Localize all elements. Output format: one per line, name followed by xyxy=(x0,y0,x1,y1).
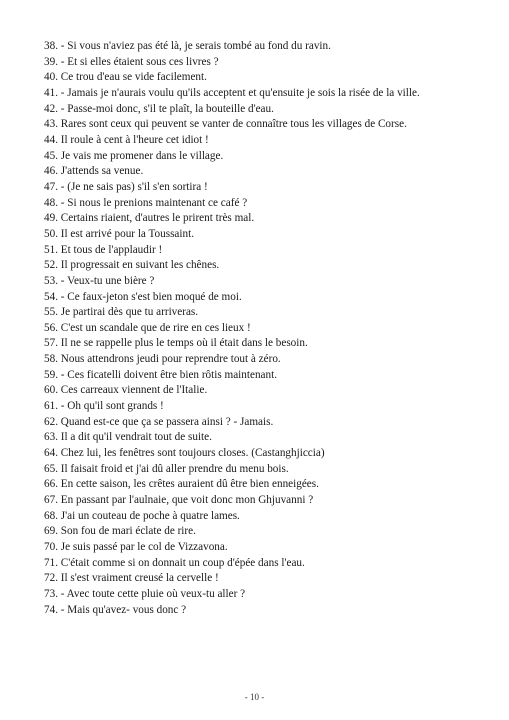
exercise-list xyxy=(44,39,472,618)
sentence-line: 46. J'attends sa venue. xyxy=(44,165,144,178)
page-number: - 10 - xyxy=(244,692,265,702)
sentence-line: 66. En cette saison, les crêtes auraient dû être bien enneigées. xyxy=(44,478,319,491)
sentence-line: 74. - Mais qu'avez- vous donc ? xyxy=(44,603,187,616)
sentence-line: 60. Ces carreaux viennent de l'Italie. xyxy=(44,384,208,397)
sentence-line: 63. Il a dit qu'il vendrait tout de suite. xyxy=(44,431,212,444)
sentence-line: 61. - Oh qu'il sont grands ! xyxy=(44,400,164,413)
sentence-line: 68. J'ai un couteau de poche à quatre lames. xyxy=(44,509,240,522)
sentence-line: 42. - Passe-moi donc, s'il te plaît, la bouteille d'eau. xyxy=(44,102,274,115)
sentence-line: 62. Quand est-ce que ça se passera ainsi ? - Jamais. xyxy=(44,415,274,428)
sentence-line: 54. - Ce faux-jeton s'est bien moqué de moi. xyxy=(44,290,242,303)
sentence-line: 45. Je vais me promener dans le village. xyxy=(44,149,224,162)
sentence-line: 40. Ce trou d'eau se vide facilement. xyxy=(44,71,207,84)
sentence-line: 70. Je suis passé par le col de Vizzavona. xyxy=(44,541,228,553)
sentence-line: 69. Son fou de mari éclate de rire. xyxy=(44,525,196,538)
sentence-line: 52. Il progressait en suivant les chênes. xyxy=(44,259,220,272)
sentence-line: 72. Il s'est vraiment creusé la cervelle ! xyxy=(44,572,219,585)
sentence-line: 47. - (Je ne sais pas) s'il s'en sortira ! xyxy=(44,180,208,193)
sentence-line: 71. C'était comme si on donnait un coup d'épée dans l'eau. xyxy=(44,556,305,569)
sentence-line: 44. Il roule à cent à l'heure cet idiot ! xyxy=(44,133,209,146)
sentence-line: 73. - Avec toute cette pluie où veux-tu aller ? xyxy=(44,587,246,600)
sentence-line: 48. - Si nous le prenions maintenant ce café ? xyxy=(44,196,248,209)
sentence-line: 53. - Veux-tu une bière ? xyxy=(44,274,155,287)
sentence-line: 56. C'est un scandale que de rire en ces lieux ! xyxy=(44,321,251,334)
sentence-line: 43. Rares sont ceux qui peuvent se vanter de connaître tous les villages de Corse. xyxy=(44,118,407,131)
sentence-line: 41. - Jamais je n'aurais voulu qu'ils acceptent et qu'ensuite je sois la risée de la ville. xyxy=(44,86,420,99)
sentence-line: 58. Nous attendrons jeudi pour reprendre tout à zéro. xyxy=(44,353,281,366)
sentence-line: 55. Je partirai dès que tu arriveras. xyxy=(44,306,199,319)
sentence-line: 39. - Et si elles étaient sous ces livres ? xyxy=(44,55,219,68)
sentence-line: 50. Il est arrivé pour la Toussaint. xyxy=(44,227,195,240)
sentence-line: 67. En passant par l'aulnaie, que voit donc mon Ghjuvanni ? xyxy=(44,494,314,507)
sentence-line: 65. Il faisait froid et j'ai dû aller prendre du menu bois. xyxy=(44,462,289,475)
sentence-line: 49. Certains riaient, d'autres le prirent très mal. xyxy=(44,212,255,225)
sentence-line: 51. Et tous de l'applaudir ! xyxy=(44,243,163,256)
sentence-line: 38. - Si vous n'aviez pas été là, je serais tombé au fond du ravin. xyxy=(44,40,331,52)
sentence-line: 64. Chez lui, les fenêtres sont toujours closes. (Castanghjiccia) xyxy=(44,447,325,460)
sentence-line: 57. Il ne se rappelle plus le temps où il était dans le besoin. xyxy=(44,337,308,350)
sentence-line: 59. - Ces ficatelli doivent être bien rôtis maintenant. xyxy=(44,368,278,381)
